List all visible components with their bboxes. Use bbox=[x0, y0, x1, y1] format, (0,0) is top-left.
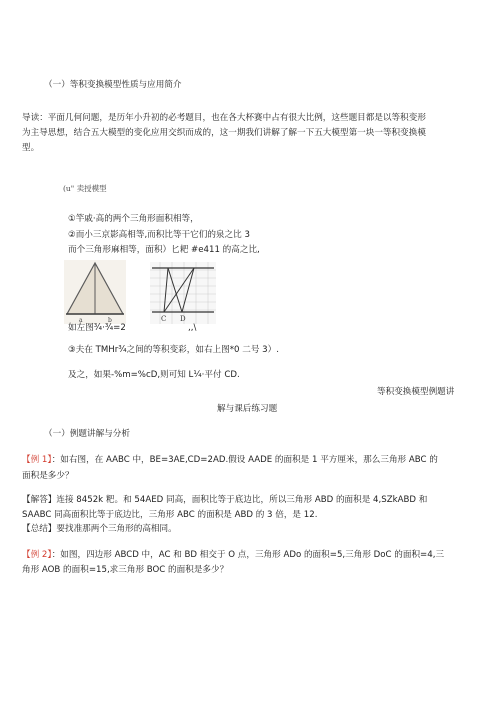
intro-line-1: 导读：平面几何问题，是历年小升初的必考题目，也在各大杯赛中占有很大比例，这些题目都是以等积变形 bbox=[22, 113, 426, 123]
summary-line bbox=[22, 523, 177, 535]
figure-caption-right: ,,\ bbox=[188, 323, 197, 333]
example-2-line-2: 角形 AOB 的面积=15,求三角形 BOC 的面积是多少？ bbox=[22, 565, 229, 575]
example-2-line-1 bbox=[22, 549, 444, 561]
example-2-text: ：如图，四边形 ABCD 中，AC 和 BD 相交于 O 点，三角形 ADo 的面积=5,三角形 DoC 的面积=4,三 bbox=[51, 550, 445, 560]
page-heading: （一）等积变换模型性质与应用简介 bbox=[44, 80, 182, 90]
model-point-5: 及之，如果-%m=%cD,则可知 L¼·平付 CD. bbox=[68, 370, 240, 380]
section2-title-line-2: 解与课后练习题 bbox=[217, 404, 278, 414]
model-point-2: ②而小三京影高相等,而积比等干它们的泉之比 3 bbox=[68, 230, 250, 240]
intro-line-3: 型。 bbox=[22, 143, 40, 153]
answer-text-1: 连接 8452k 粑。和 54AED 同高，面积比等于底边比，所以三角形 ABD 的面积是 4,SZkABD 和 bbox=[56, 495, 428, 505]
triangle-figure-left bbox=[64, 260, 126, 324]
example-2-tag: 【例 2】 bbox=[22, 550, 52, 560]
answer-line-2: SAABC 同高面积比等于底边比，三角形 ABC 的面积是 ABD 的 3 倍，是 12. bbox=[22, 510, 318, 520]
answer-line-1 bbox=[22, 494, 427, 506]
example-1-line-1 bbox=[22, 454, 438, 466]
model-point-3: 而个三角形麻相等，面积）匕耙 #e411 的高之比, bbox=[68, 245, 260, 255]
summary-text: 要找准那两个三角形的高相同。 bbox=[56, 524, 177, 534]
model-point-4: ③夫在 TMHr¾之间的等积变彩，如右上图*0 二号 3）. bbox=[68, 345, 279, 355]
section-label: (u" 卖授模型 bbox=[63, 184, 107, 193]
figure-caption-left: 如左图¾·¾=2 bbox=[68, 323, 126, 333]
section2-title-line-1: 等积变换模型例题讲 bbox=[377, 387, 455, 397]
intro-line-2: 为主导思想，结合五大模型的变化应用交织而成的，这一期我们讲解了解一下五大模型第一块一等积变换模 bbox=[22, 128, 426, 138]
section2-subheading: （一）例题讲解与分析 bbox=[44, 429, 130, 439]
figure-right-label-d: D bbox=[180, 315, 186, 323]
example-1-text: ：如右图，在 AABC 中，BE=3AE,CD=2AD.假设 AADE 的面积是 1 平方厘米，那么三角形 ABC 的 bbox=[51, 455, 438, 465]
answer-tag: 【解答】 bbox=[22, 495, 57, 505]
summary-tag: 【总结】 bbox=[22, 524, 57, 534]
figure-right-label-c: C bbox=[161, 315, 167, 323]
example-1-line-2: 面积是多少？ bbox=[22, 471, 74, 481]
model-point-1: ①竿戚·高的两个三角形面积相等， bbox=[68, 214, 199, 224]
figure-left-label-a: a bbox=[79, 317, 83, 324]
example-1-tag: 【例 1】 bbox=[22, 455, 52, 465]
figure-left-label-b: b bbox=[108, 317, 112, 324]
parallel-figure-right bbox=[150, 262, 216, 324]
